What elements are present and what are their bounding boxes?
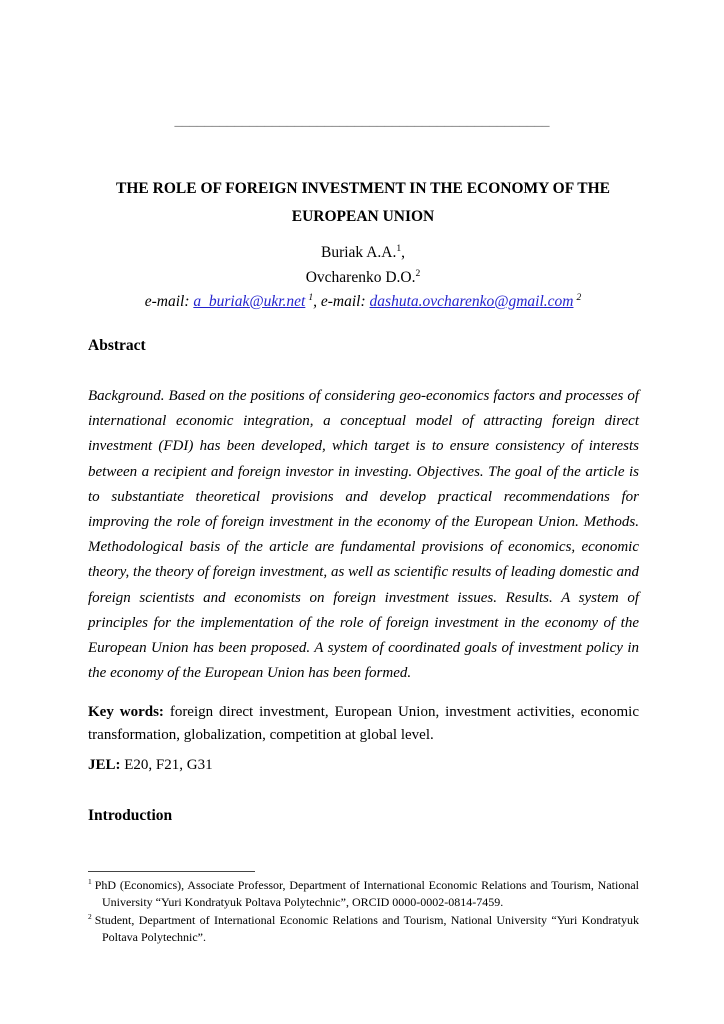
- footnote-1: [88, 877, 639, 912]
- author1-name: Buriak A.A.: [320, 244, 397, 261]
- author1-footnote-ref: 1: [396, 242, 402, 254]
- author1-email-link[interactable]: a_buriak@ukr.net: [193, 293, 306, 310]
- author-byline: [88, 241, 638, 315]
- footnote-2: [88, 912, 639, 947]
- section-separator-line: __________________________________________________: [174, 113, 550, 129]
- footnotes-section: [88, 871, 639, 947]
- author1-trailing-comma: ,: [401, 244, 405, 261]
- keywords-text: foreign direct investment, European Union, investment activities, economic transformation, globalization, competition at global level.: [88, 704, 639, 743]
- footnote-1-text: PhD (Economics), Associate Professor, Department of International Economic Relations and Tourism, National University “Yuri Kondratyuk Poltava Polytechnic”, ORCID 0000-0002-0814-7459.: [94, 878, 639, 910]
- jel-codes: E20, F21, G31: [120, 757, 213, 773]
- email1-label: e-mail:: [144, 293, 194, 310]
- abstract-body: Background. Based on the positions of considering geo-economics factors and processes of international economic integration, a conceptual model of attracting foreign direct investment (FDI) has been developed, which target is to ensure consistency of interests between a recipient and foreign investor in investing. Objectives. The goal of the article is to substantiate theoretical provisions and develop practical recommendations for improving the role of foreign investment in the economy of the European Union. Methods. Methodological basis of the article are fundamental provisions of economics, economic theory, the theory of foreign investment, as well as scientific results of leading domestic and foreign scientists and economists on foreign investment issues. Results. A system of principles for the implementation of the role of foreign investment in the economy of the European Union has been proposed. A system of coordinated goals of investment policy in the economy of the European Union has been formed.: [88, 388, 639, 682]
- article-title-line-1: THE ROLE OF FOREIGN INVESTMENT IN THE ECONOMY OF THE: [116, 180, 610, 197]
- footnote-2-number: 2: [88, 911, 92, 921]
- footnote-2-text: Student, Department of International Economic Relations and Tourism, National University “Yuri Kondratyuk Poltava Polytechnic”.: [94, 912, 639, 945]
- jel-line: [88, 757, 639, 774]
- email2-label: , e-mail:: [313, 293, 370, 310]
- abstract-heading: Abstract: [88, 337, 146, 354]
- author-byline-1: [88, 241, 638, 266]
- keywords-paragraph: [88, 701, 639, 747]
- author2-email-link[interactable]: dashuta.ovcharenko@gmail.com: [369, 293, 574, 310]
- article-title: [88, 175, 638, 231]
- author2-name: Ovcharenko D.O.: [305, 268, 416, 286]
- footnote-separator-rule: [88, 871, 255, 872]
- email1-footnote-ref: 1: [308, 291, 314, 303]
- email2-footnote-ref: 2: [576, 291, 582, 303]
- email-line: [88, 290, 638, 315]
- author2-footnote-ref: 2: [415, 267, 421, 279]
- jel-label: JEL:: [88, 757, 121, 773]
- author-byline-2: [88, 266, 638, 291]
- article-title-line-2: EUROPEAN UNION: [291, 208, 435, 225]
- footnote-1-number: 1: [88, 877, 92, 886]
- keywords-label: Key words:: [88, 704, 164, 720]
- introduction-heading: Introduction: [88, 807, 173, 824]
